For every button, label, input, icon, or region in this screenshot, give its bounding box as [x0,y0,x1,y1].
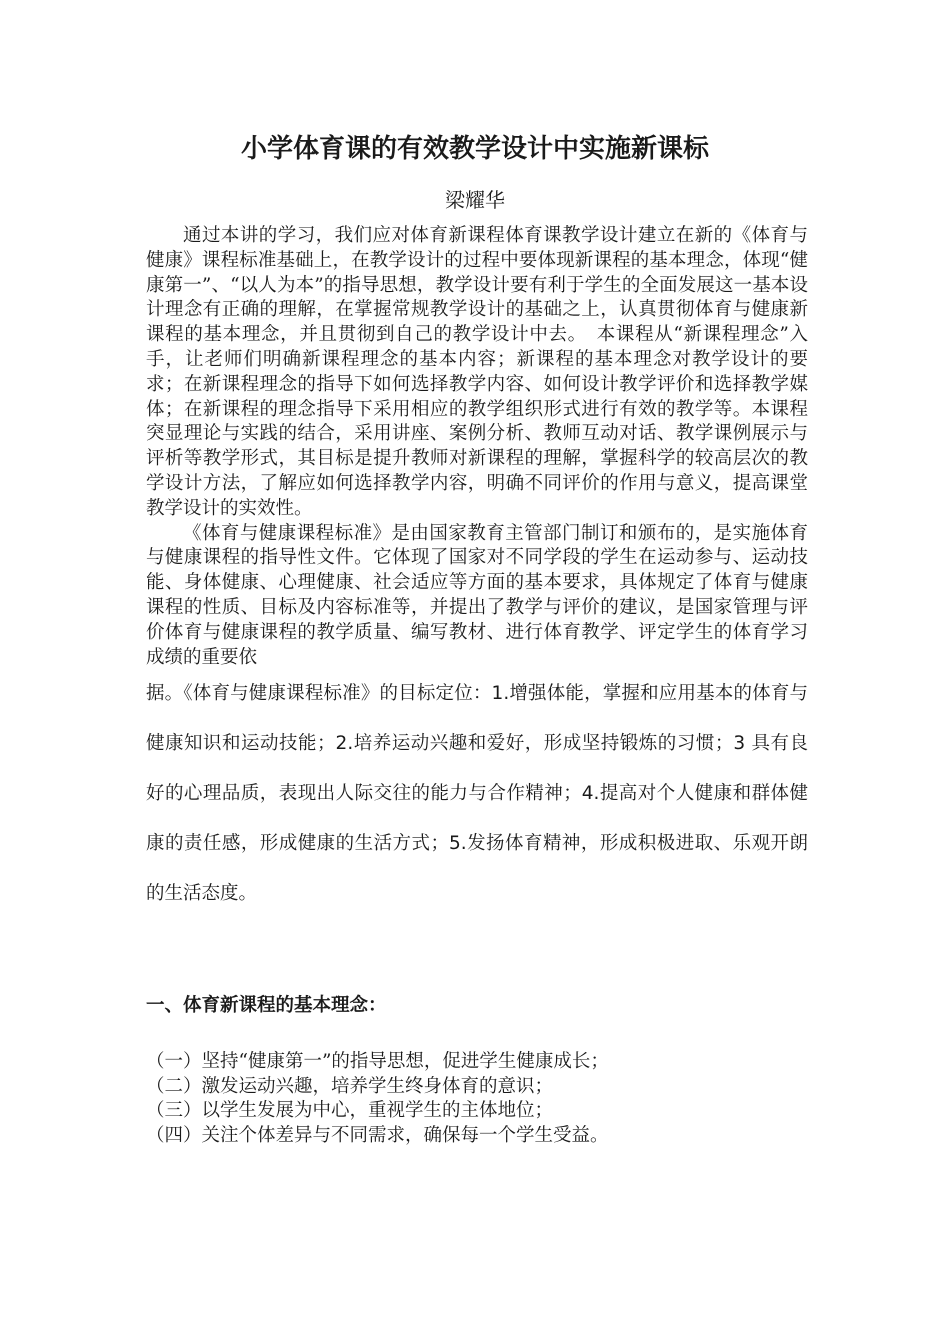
list-item: （二）激发运动兴趣，培养学生终身体育的意识； [146,1075,554,1097]
document-title: 小学体育课的有效教学设计中实施新课标 [240,134,709,164]
section-heading: 一、体育新课程的基本理念： [146,995,387,1016]
paragraph-intro: 通过本讲的学习，我们应对体育新课程体育课教学设计建立在新的《体育与健康》课程标准基础上，在教学设计的过程中要体现新课程的基本理念，体现“健康第一”、“以人为本”的指导思想，教学设计要有利于学生的全面发展这一基本设计理念有正确的理解，在掌握常规教学设计的基础之上，认真贯彻体育与健康新课程的基本理念，并且贯彻到自己的教学设计中去。 本课程从“新课程理念”入手，让老师们明确新课程理念的基本内容；新课程的基本理念对教学设计的要求；在新课程理念的指导下如何选择教学内容、如何设计教学评价和选择教学媒体；在新课程的理念指导下采用相应的教学组织形式进行有效的教学等。本课程突显理论与实践的结合，采用讲座、案例分析、教师互动对话、教学课例展示与评析等教学形式，其目标是提升教师对新课程的理解，掌握科学的较高层次的教学设计方法，了解应如何选择教学内容，明确不同评价的作用与意义，提高课堂教学设计的实效性。 [146,225,808,519]
list-item: （四）关注个体差异与不同需求，确保每一个学生受益。 [146,1124,609,1146]
body-text [146,224,808,919]
principles-list [146,1050,808,1148]
paragraph-goals: 据。《体育与健康课程标准》的目标定位：1.增强体能，掌握和应用基本的体育与健康知识和运动技能；2.培养运动兴趣和爱好，形成坚持锻炼的习惯；3 具有良好的心理品质，表现出人际交往的能力与合作精神；4.提高对个人健康和群体健康的责任感，形成健康的生活方式；5.发扬体育精神，形成积极进取、乐观开朗的生活态度。 [146,683,808,905]
list-item: （三）以学生发展为中心，重视学生的主体地位； [146,1100,554,1121]
paragraph-standard: 《体育与健康课程标准》是由国家教育主管部门制订和颁布的，是实施体育与健康课程的指导性文件。它体现了国家对不同学段的学生在运动参与、运动技能、身体健康、心理健康、社会适应等方面的基本要求，具体规定了体育与健康课程的性质、目标及内容标准等，并提出了教学与评价的建议，是国家管理与评价体育与健康课程的教学质量、编写教材、进行体育教学、评定学生的体育学习成绩的重要依 [146,522,808,668]
author-name: 梁耀华 [445,188,505,212]
list-item: （一）坚持“健康第一”的指导思想，促进学生健康成长； [146,1051,609,1072]
